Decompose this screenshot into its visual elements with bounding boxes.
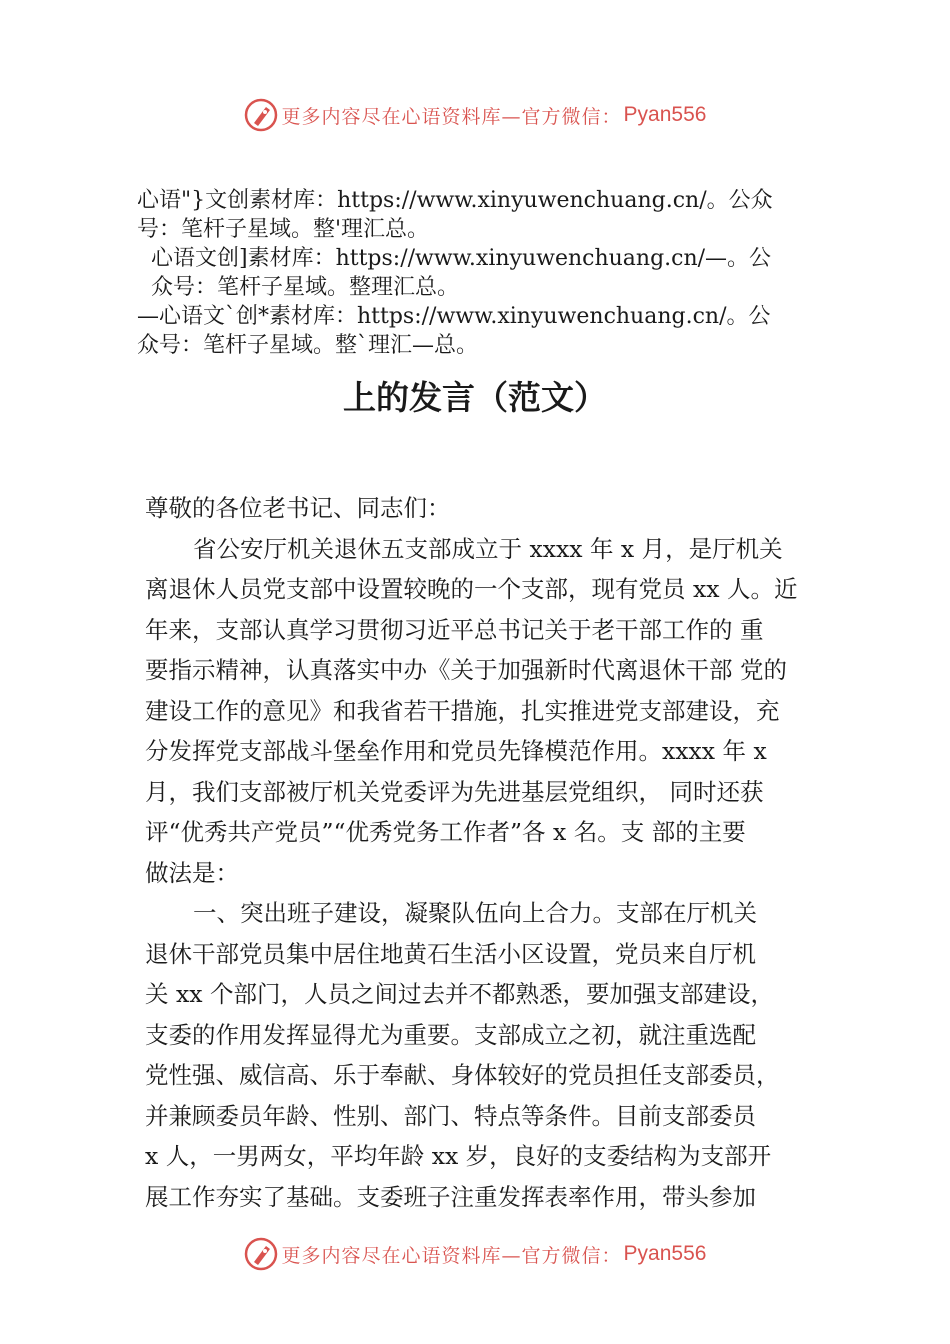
paragraph-line: x 人，一男两女，平均年龄 xx 岁，良好的支委结构为支部开 [145,1142,772,1170]
paragraph-line: 月，我们支部被厅机关党委评为先进基层党组织， 同时还获 [145,777,764,806]
watermark-line: 号：笔杆子星域。整'理汇总。 [137,217,430,242]
paragraph-line: 支委的作用发挥显得尤为重要。支部成立之初，就注重选配 [145,1020,756,1049]
header-banner [0,95,950,135]
watermark-line: 心语"}文创素材库：https://www.xinyuwenchuang.cn/。公众 [137,188,773,213]
pen-nib-icon [244,1237,278,1271]
wechat-id: Pyan556 [623,103,707,126]
paragraph-line: 并兼顾委员年龄、性别、部门、特点等条件。目前支部委员 [145,1101,756,1130]
paragraph-line: 评“优秀共产党员”“优秀党务工作者”各 x 名。支 部的主要 [145,818,746,846]
paragraph-line: 展工作夯实了基础。支委班子注重发挥表率作用，带头参加 [145,1182,756,1211]
paragraph-line: 党性强、威信高、乐于奉献、身体较好的党员担任支部委员， [145,1061,780,1089]
paragraph-line: 要指示精神，认真落实中办《关于加强新时代离退休干部 党的 [145,656,787,684]
paragraph-line: 建设工作的意见》和我省若干措施，扎实推进党支部建设，充 [145,696,780,725]
section-heading-line: 一、突出班子建设，凝聚队伍向上合力。支部在厅机关 [193,899,757,927]
paragraph-line: 退休干部党员集中居住地黄石生活小区设置，党员来自厅机 [145,939,756,968]
paragraph-line: 做法是： [145,858,239,887]
watermark-line: 众号：笔杆子星域。整理汇总。 [137,275,459,300]
banner-text: 更多内容尽在心语资料库—官方微信： [281,1244,622,1267]
paragraph-line: 离退休人员党支部中设置较晚的一个支部，现有党员 xx 人。近 [145,575,798,603]
watermark-line: —心语文`创*素材库：https://www.xinyuwenchuang.cn/。公 [137,304,771,329]
document-title: 上的发言（范文） [343,378,607,417]
paragraph-line: 分发挥党支部战斗堡垒作用和党员先锋模范作用。xxxx 年 x [145,737,767,765]
paragraph-line: 关 xx 个部门，人员之间过去并不都熟悉，要加强支部建设， [145,980,774,1008]
watermark-notes [137,186,837,360]
document-body [145,488,835,1217]
pen-nib-icon [244,98,278,132]
paragraph-line: 年来，支部认真学习贯彻习近平总书记关于老干部工作的 重 [145,615,764,644]
watermark-line: 众号：笔杆子星域。整`理汇—总。 [137,333,479,358]
watermark-line: 心语文创]素材库：https://www.xinyuwenchuang.cn/—。公 [137,246,772,271]
footer-banner [0,1234,950,1274]
banner-text: 更多内容尽在心语资料库—官方微信： [281,105,622,128]
paragraph-line: 省公安厅机关退休五支部成立于 xxxx 年 x 月，是厅机关 [193,534,783,563]
wechat-id: Pyan556 [623,1242,707,1265]
salutation: 尊敬的各位老书记、同志们： [145,494,451,522]
